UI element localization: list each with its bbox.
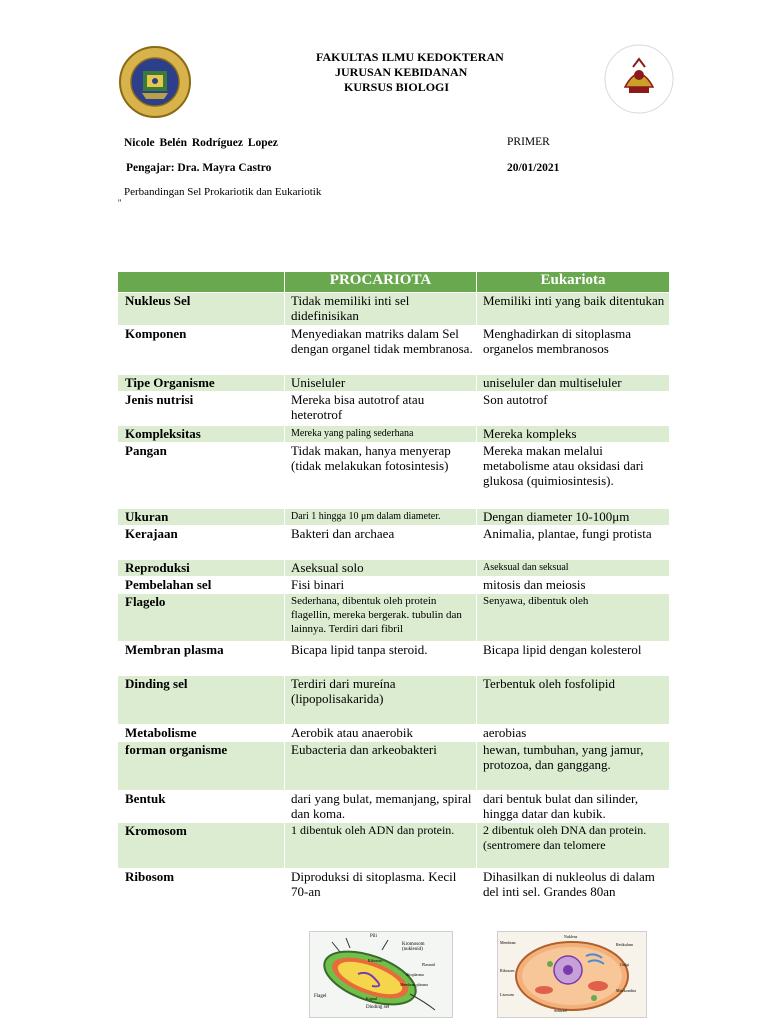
- prokaryote-cell: Uniseluler: [285, 375, 477, 392]
- prokaryote-cell: Terdiri dari mureína (lipopolisakarida): [285, 676, 477, 725]
- prokaryote-cell: Mereka yang paling sederhana: [285, 426, 477, 443]
- eukaryote-cell: mitosis dan meiosis: [477, 577, 670, 594]
- table-row: [118, 326, 670, 375]
- prokaryote-cell: Bicapa lipid tanpa steroid.: [285, 642, 477, 676]
- student-name: Nicole Belén Rodríguez Lopez: [124, 137, 278, 149]
- prokaryote-cell: Sederhana, dibentuk oleh protein flagellin, mereka bergerak. tubulin dan lainnya. Terdiri dari fibril: [285, 594, 477, 642]
- row-label: Kompleksitas: [118, 426, 285, 443]
- label-plasmid: Plasmid: [422, 962, 435, 967]
- row-label: forman organisme: [118, 742, 285, 791]
- row-label: Pembelahan sel: [118, 577, 285, 594]
- eukaryote-cell: Mereka makan melalui metabolisme atau oksidasi dari glukosa (quimiosintesis).: [477, 443, 670, 509]
- label-membrane: Membran plasma: [400, 982, 428, 987]
- eukaryote-cell: Terbentuk oleh fosfolipid: [477, 676, 670, 725]
- eukaryote-cell: uniseluler dan multiseluler: [477, 375, 670, 392]
- eukaryote-cell: Memiliki inti yang baik ditentukan: [477, 293, 670, 326]
- row-label: Pangan: [118, 443, 285, 509]
- table-header-eukaryote: Eukariota: [477, 272, 670, 293]
- table-row: [118, 509, 670, 526]
- prokaryote-cell: Eubacteria dan arkeobakteri: [285, 742, 477, 791]
- stray-mark: '': [118, 198, 122, 208]
- prokaryote-cell-illustration: [309, 931, 453, 1018]
- row-label: Tipe Organisme: [118, 375, 285, 392]
- table-row: [118, 560, 670, 577]
- teacher-name: Pengajar: Dra. Mayra Castro: [126, 162, 272, 174]
- label-cytoplasm: Sitoplasma: [406, 972, 424, 977]
- eukaryote-cell: Mereka kompleks: [477, 426, 670, 443]
- row-label: Komponen: [118, 326, 285, 375]
- eukaryote-cell: 2 dibentuk oleh DNA dan protein. (sentromere dan telomere: [477, 823, 670, 869]
- prokaryote-cell: Aerobik atau anaerobik: [285, 725, 477, 742]
- eukaryote-cell: Menghadirkan di sitoplasma organelos membranosos: [477, 326, 670, 375]
- label-capsule: Kapsul: [366, 996, 378, 1001]
- label-flagellum: Flagel: [314, 994, 327, 999]
- label-chromosome: Kromosom (nukleoid): [402, 942, 425, 952]
- eukaryote-cell: Dihasilkan di nukleolus di dalam del inti sel. Grandes 80an: [477, 869, 670, 917]
- prokaryote-cell: Menyediakan matriks dalam Sel dengan organel tidak membranosa.: [285, 326, 477, 375]
- table-row: [118, 375, 670, 392]
- table-row: [118, 426, 670, 443]
- comparison-table: [117, 271, 670, 917]
- row-label: Kerajaan: [118, 526, 285, 560]
- row-label: Membran plasma: [118, 642, 285, 676]
- eukaryote-cell: Dengan diameter 10-100μm: [477, 509, 670, 526]
- prokaryote-cell: Tidak memiliki inti sel didefinisikan: [285, 293, 477, 326]
- table-row: [118, 594, 670, 642]
- eukaryote-cell: Senyawa, dibentuk oleh: [477, 594, 670, 642]
- row-label: Reproduksi: [118, 560, 285, 577]
- row-label: Ukuran: [118, 509, 285, 526]
- label-cell-wall: Dinding sel: [366, 1005, 390, 1010]
- subject-title: Perbandingan Sel Prokariotik dan Eukariotik: [124, 186, 322, 198]
- prokaryote-cell: Tidak makan, hanya menyerap (tidak melakukan fotosintesis): [285, 443, 477, 509]
- eukaryote-cell: aerobias: [477, 725, 670, 742]
- table-row: [118, 742, 670, 791]
- prokaryote-cell: Aseksual solo: [285, 560, 477, 577]
- prokaryote-cell: Diproduksi di sitoplasma. Kecil 70-an: [285, 869, 477, 917]
- label-lysosome: Lisosom: [500, 992, 514, 997]
- prokaryote-cell: Fisi binari: [285, 577, 477, 594]
- university-logo: [118, 45, 192, 119]
- label-golgi: Golgi: [620, 962, 630, 967]
- prokaryote-cell: 1 dibentuk oleh ADN dan protein.: [285, 823, 477, 869]
- table-row: [118, 642, 670, 676]
- row-label: Dinding sel: [118, 676, 285, 725]
- table-header-row: [118, 272, 670, 293]
- label-er: Retikulum: [616, 942, 633, 947]
- table-row: [118, 869, 670, 917]
- table-header-prokaryote: PROCARIOTA: [285, 272, 477, 293]
- document-date: 20/01/2021: [507, 162, 560, 174]
- label-ribosome: Ribosom: [368, 958, 383, 963]
- table-row: [118, 293, 670, 326]
- department-title: JURUSAN KEBIDANAN: [335, 65, 468, 79]
- table-header-empty: [118, 272, 285, 293]
- table-row: [118, 577, 670, 594]
- school-logo: [603, 43, 675, 115]
- label-centriole: Sentriol: [554, 1008, 567, 1013]
- eukaryote-cell: dari bentuk bulat dan silinder, hingga datar dan kubik.: [477, 791, 670, 823]
- row-label: Metabolisme: [118, 725, 285, 742]
- label-nucleus: Nukleus: [564, 934, 578, 939]
- eukaryote-cell: Aseksual dan seksual: [477, 560, 670, 577]
- label-ribosome: Ribosom: [500, 968, 515, 973]
- table-row: [118, 443, 670, 509]
- eukaryote-cell: Bicapa lipid dengan kolesterol: [477, 642, 670, 676]
- course-title: KURSUS BIOLOGI: [344, 80, 450, 94]
- faculty-title: FAKULTAS ILMU KEDOKTERAN: [316, 50, 504, 64]
- table-row: [118, 526, 670, 560]
- label-mitochondria: Mitokondria: [616, 988, 636, 993]
- prokaryote-cell: dari yang bulat, memanjang, spiral dan koma.: [285, 791, 477, 823]
- row-label: Bentuk: [118, 791, 285, 823]
- label-membrane: Membran: [500, 940, 516, 945]
- eukaryote-cell-illustration: [497, 931, 647, 1018]
- table-row: [118, 392, 670, 426]
- row-label: Jenis nutrisi: [118, 392, 285, 426]
- row-label: Kromosom: [118, 823, 285, 869]
- prokaryote-cell: Bakteri dan archaea: [285, 526, 477, 560]
- row-label: Flagelo: [118, 594, 285, 642]
- prokaryote-cell: Dari 1 hingga 10 μm dalam diameter.: [285, 509, 477, 526]
- table-row: [118, 823, 670, 869]
- label-pili: Pili: [370, 934, 377, 939]
- table-row: [118, 791, 670, 823]
- eukaryote-cell: hewan, tumbuhan, yang jamur, protozoa, dan ganggang.: [477, 742, 670, 791]
- level-label: PRIMER: [507, 136, 550, 148]
- table-row: [118, 676, 670, 725]
- eukaryote-cell: Son autotrof: [477, 392, 670, 426]
- row-label: Ribosom: [118, 869, 285, 917]
- table-row: [118, 725, 670, 742]
- prokaryote-cell: Mereka bisa autotrof atau heterotrof: [285, 392, 477, 426]
- eukaryote-cell: Animalia, plantae, fungi protista: [477, 526, 670, 560]
- row-label: Nukleus Sel: [118, 293, 285, 326]
